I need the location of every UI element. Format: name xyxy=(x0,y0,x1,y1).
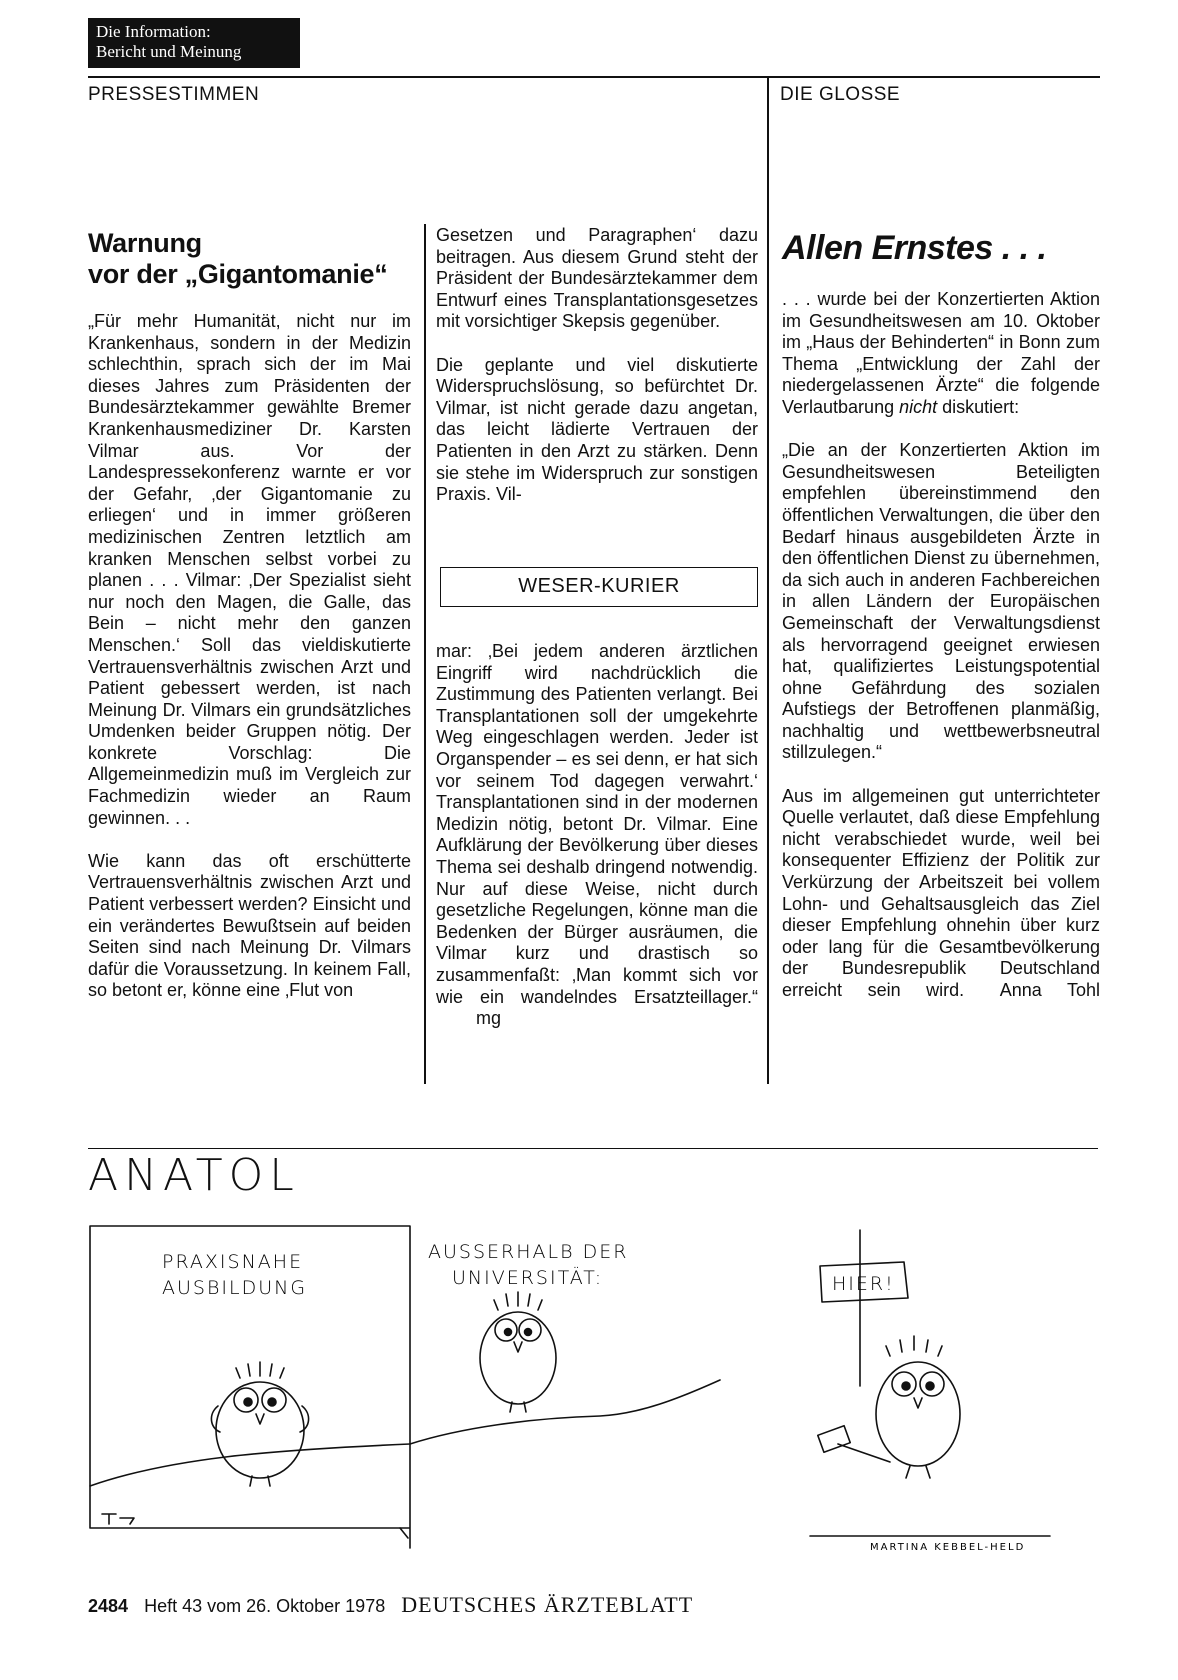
artist-credit: MARTINA KEBBEL-HELD xyxy=(870,1542,1026,1553)
rubric-line-1: Die Information: xyxy=(96,22,211,41)
glosse-divider xyxy=(767,76,769,1084)
article1-column2-top xyxy=(436,225,758,506)
article1-paragraph: Die geplante und viel diskutierte Widerspruchslösung, so befürchtet Dr. Vilmar, ist nicht gerade dazu angetan, das leicht lädierte Vertrauen der Patienten in den Arzt zu stärken. Denn sie stehe im Widerspruch zur sonstigen Praxis. Vil- xyxy=(436,354,758,505)
comic-title: ANATOL xyxy=(88,1150,300,1201)
article1-paragraph: Gesetzen und Paragraphen‘ dazu beitragen. Aus diesem Grund steht der Präsident der Bundesärztekammer dem Entwurf eines Transplantationsgesetzes mit vorsichtiger Skepsis gegenüber. xyxy=(436,225,758,332)
comic-strip xyxy=(80,1218,1120,1558)
section-glosse: DIE GLOSSE xyxy=(780,84,901,105)
owl-2-icon xyxy=(480,1292,556,1412)
article1-paragraph: „Für mehr Humanität, nicht nur im Krankenhaus, sondern in der Medizin schlechthin, sprach sich der im Mai dieses Jahres zum Präsidenten der Bundesärztekammer gewählte Bremer Krankenhausmediziner Dr. Karsten Vilmar aus. Vor der Landespressekonferenz warnte er vor der Gefahr, ‚der Gigantomanie zu erliegen‘ und in immer größeren medizinischen Zentren letztlich am kranken Menschen selbst vorbei zu planen . . . Vilmar: ‚Der Spezialist sieht nur noch den Magen, die Galle, das Bein – nicht mehr den ganzen Menschen.‘ Soll das vieldiskutierte Vertrauensverhältnis zwischen Arzt und Patient gebessert werden, ist nach Meinung Dr. Vilmars ein grundsätzliches Umdenken beider Gruppen nötig. Der konkrete Vorschlag: Die Allgemeinmedizin muß im Vergleich zur Fachmedizin wieder an Raum gewinnen. . . xyxy=(88,311,411,828)
source-label: WESER-KURIER xyxy=(518,575,680,597)
article1-author: mg xyxy=(476,1008,502,1029)
magazine-name: DEUTSCHES ÄRZTEBLATT xyxy=(401,1592,694,1617)
source-box xyxy=(440,567,758,607)
owl-1-icon xyxy=(211,1362,308,1486)
headline-line-1: Warnung xyxy=(88,228,202,258)
glosse-paragraph-3: Aus im allgemeinen gut unterrichteter Quelle verlautet, daß diese Empfehlung nicht verabschiedet wurde, weil bei konsequenter Effizienz der Politik zur Verkürzung der Arbeitszeit bei vollem Lohn- und Gehaltsausgleich das Ziel dieser Empfehlung ohnehin über kurz oder lang für die Gesamtbevölkerung der Bundesrepublik Deutschland erreicht sein wird. Anna Tohl xyxy=(782,785,1101,1000)
panel2-caption-line2: UNIVERSITÄT: xyxy=(452,1267,604,1289)
section-pressestimmen: PRESSESTIMMEN xyxy=(88,84,260,105)
article1-paragraph: Wie kann das oft erschütterte Vertrauensverhältnis zwischen Arzt und Patient verbessert werden? Einsicht und ein verändertes Bewußtsein auf beiden Seiten sind nach Meinung Dr. Vilmars dafür die Voraussetzung. In keinem Fall, so betont er, könne eine ‚Flut von xyxy=(88,850,411,1001)
glosse-author: Anna Tohl xyxy=(999,980,1101,1000)
panel2-caption-line1: AUSSERHALB DER xyxy=(428,1241,629,1263)
owl-3-icon xyxy=(876,1336,960,1478)
rubric-box xyxy=(88,18,300,68)
panel1-frame xyxy=(90,1226,410,1548)
sign-text: HIER! xyxy=(832,1273,895,1295)
panel2-branch xyxy=(410,1380,720,1444)
sign-post-icon xyxy=(820,1230,908,1386)
article1-column1 xyxy=(88,311,411,1002)
glosse-column xyxy=(782,289,1100,1002)
article1-paragraph xyxy=(436,641,758,1030)
comic-top-rule xyxy=(88,1148,1098,1149)
headline-line-2: vor der „Gigantomanie“ xyxy=(88,259,388,289)
panel1-caption-line2: AUSBILDUNG xyxy=(162,1277,308,1299)
headline-allen-ernstes: Allen Ernstes . . . xyxy=(782,229,1047,267)
rubric-line-2: Bericht und Meinung xyxy=(96,42,242,61)
headline-warnung xyxy=(88,228,408,290)
panel1-hill xyxy=(90,1444,410,1486)
column-divider xyxy=(424,224,426,1084)
page-footer xyxy=(88,1592,693,1618)
signature-mark-icon xyxy=(102,1514,134,1524)
article1-paragraph-text: mar: ‚Bei jedem anderen ärztlichen Eingriff wird nachdrücklich die Zustimmung des Patienten verlangt. Bei Transplantationen soll der umgekehrte Weg eingeschlagen werden. Jeder ist Organspender – es sei denn, er hat sich vor seinem Tod dagegen verwahrt.‘ Transplantationen sind in der modernen Medizin nötig, betont Dr. Vilmar. Eine Aufklärung der Bevölkerung über dieses Thema sei deshalb dringend notwendig. Nur auf diese Weise, nicht durch gesetzliche Regelungen, könne man die Bedenken der Bürger ausräumen, die Vilmar kurz und drastisch so zusammenfaßt: ‚Man kommt sich vor wie ein wandelndes Ersatzteillager.“ xyxy=(436,641,758,1007)
top-rule xyxy=(88,76,1100,78)
article1-column2-bottom xyxy=(436,641,758,1030)
page-number: 2484 xyxy=(88,1596,129,1616)
panel1-caption-line1: PRAXISNAHE xyxy=(162,1251,304,1273)
issue-info: Heft 43 vom 26. Oktober 1978 xyxy=(144,1596,386,1616)
glosse-paragraph-1: . . . wurde bei der Konzertierten Aktion im Gesundheitswesen am 10. Oktober im „Haus der Behinderten“ in Bonn zum Thema „Entwicklung der Zahl der niedergelassenen Ärzte“ die folgende Verlautbarung nicht diskutiert: xyxy=(782,289,1100,417)
glosse-paragraph-2: „Die an der Konzertierten Aktion im Gesundheitswesen Beteiligten empfehlen übereinstimmend den öffentlichen Verwaltungen, die über den Bedarf hinaus ausgebildeten Ärzte in den öffentlichen Dienst zu übernehmen, da sich auch in anderen Fachbereichen in allen Ländern der Europäischen Gemeinschaft der Verwaltungsdienst als hervorragend geeignet erwiesen hat, qualifiziertes Leistungspotential ohne Gefährdung des sozialen Aufstiegs der Betroffenen planmäßig, nachhaltig und wettbewerbsneutral stillzulegen.“ xyxy=(782,440,1100,763)
hammer-icon xyxy=(818,1426,890,1462)
